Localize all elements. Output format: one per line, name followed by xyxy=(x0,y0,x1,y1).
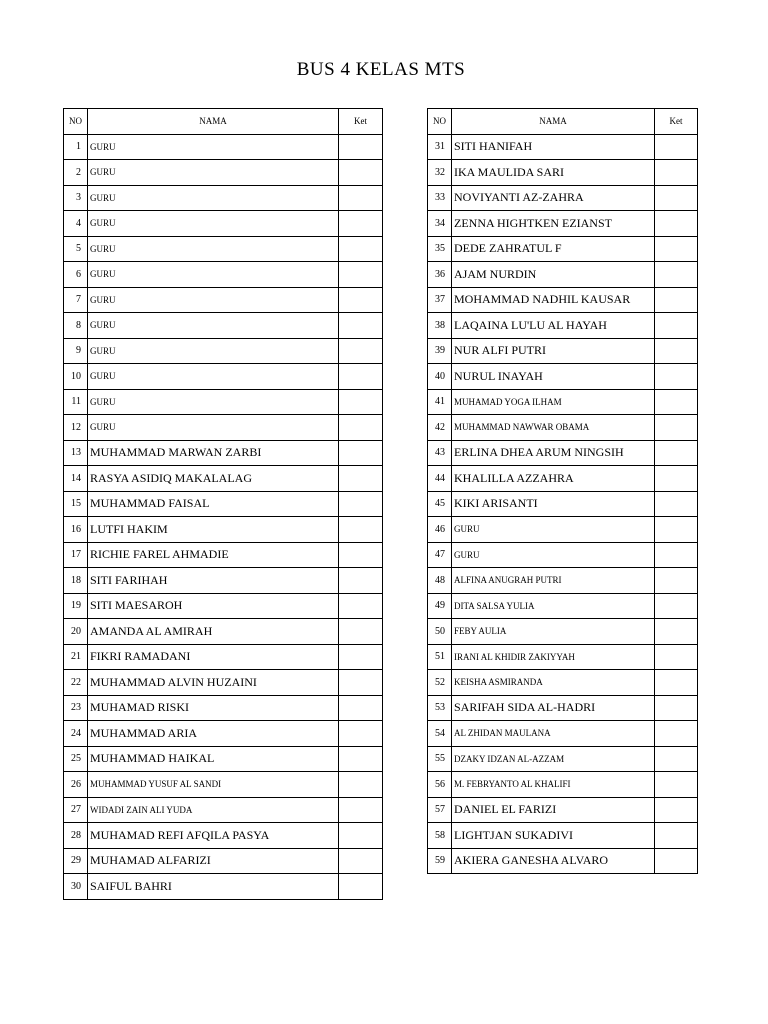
table-row xyxy=(64,568,383,594)
row-number: 37 xyxy=(428,287,452,313)
row-ket xyxy=(339,670,383,696)
row-number: 26 xyxy=(64,772,88,798)
row-number: 13 xyxy=(64,440,88,466)
table-row xyxy=(428,823,698,849)
row-number: 30 xyxy=(64,874,88,900)
row-number: 52 xyxy=(428,670,452,696)
table-row xyxy=(64,721,383,747)
row-ket xyxy=(339,440,383,466)
header-no: NO xyxy=(428,109,452,135)
row-ket xyxy=(655,542,698,568)
table-body-left xyxy=(64,134,383,899)
row-name: NURUL INAYAH xyxy=(452,364,655,390)
table-row xyxy=(428,644,698,670)
row-name: DITA SALSA YULIA xyxy=(452,593,655,619)
row-ket xyxy=(339,695,383,721)
row-name: MUHAMAD RISKI xyxy=(88,695,339,721)
row-ket xyxy=(339,797,383,823)
table-row xyxy=(428,134,698,160)
row-ket xyxy=(655,160,698,186)
row-ket xyxy=(655,134,698,160)
row-name: LIGHTJAN SUKADIVI xyxy=(452,823,655,849)
table-row xyxy=(64,466,383,492)
row-name: GURU xyxy=(88,287,339,313)
row-ket xyxy=(339,721,383,747)
row-ket xyxy=(655,772,698,798)
table-row xyxy=(428,160,698,186)
row-number: 16 xyxy=(64,517,88,543)
table-row xyxy=(64,746,383,772)
table-row xyxy=(428,185,698,211)
row-number: 2 xyxy=(64,160,88,186)
row-name: AL ZHIDAN MAULANA xyxy=(452,721,655,747)
table-row xyxy=(64,364,383,390)
row-number: 29 xyxy=(64,848,88,874)
row-number: 17 xyxy=(64,542,88,568)
row-name: ZENNA HIGHTKEN EZIANST xyxy=(452,211,655,237)
row-number: 35 xyxy=(428,236,452,262)
row-name: AKIERA GANESHA ALVARO xyxy=(452,848,655,874)
table-row xyxy=(64,236,383,262)
table-row xyxy=(428,262,698,288)
row-name: DANIEL EL FARIZI xyxy=(452,797,655,823)
row-ket xyxy=(655,287,698,313)
row-number: 53 xyxy=(428,695,452,721)
row-name: AJAM NURDIN xyxy=(452,262,655,288)
row-number: 18 xyxy=(64,568,88,594)
table-row xyxy=(428,619,698,645)
row-ket xyxy=(339,236,383,262)
row-number: 12 xyxy=(64,415,88,441)
row-number: 3 xyxy=(64,185,88,211)
row-name: ALFINA ANUGRAH PUTRI xyxy=(452,568,655,594)
row-name: KEISHA ASMIRANDA xyxy=(452,670,655,696)
row-number: 42 xyxy=(428,415,452,441)
table-row xyxy=(428,440,698,466)
table-row xyxy=(64,338,383,364)
row-name: IKA MAULIDA SARI xyxy=(452,160,655,186)
row-ket xyxy=(339,134,383,160)
row-ket xyxy=(655,236,698,262)
row-number: 46 xyxy=(428,517,452,543)
row-number: 38 xyxy=(428,313,452,339)
row-name: RASYA ASIDIQ MAKALALAG xyxy=(88,466,339,492)
table-row xyxy=(428,491,698,517)
row-name: NUR ALFI PUTRI xyxy=(452,338,655,364)
table-row xyxy=(64,517,383,543)
row-name: MUHAMMAD NAWWAR OBAMA xyxy=(452,415,655,441)
passenger-table-left xyxy=(63,108,383,900)
row-name: GURU xyxy=(88,389,339,415)
row-name: GURU xyxy=(88,338,339,364)
row-ket xyxy=(339,466,383,492)
row-ket xyxy=(339,415,383,441)
row-ket xyxy=(339,874,383,900)
header-nama: NAMA xyxy=(452,109,655,135)
row-number: 40 xyxy=(428,364,452,390)
row-ket xyxy=(655,568,698,594)
row-ket xyxy=(655,823,698,849)
table-row xyxy=(64,160,383,186)
table-row xyxy=(64,185,383,211)
row-number: 10 xyxy=(64,364,88,390)
row-name: MUHAMAD YOGA ILHAM xyxy=(452,389,655,415)
row-number: 5 xyxy=(64,236,88,262)
row-number: 6 xyxy=(64,262,88,288)
row-name: KIKI ARISANTI xyxy=(452,491,655,517)
row-ket xyxy=(655,211,698,237)
row-name: GURU xyxy=(88,211,339,237)
row-name: DZAKY IDZAN AL-AZZAM xyxy=(452,746,655,772)
row-ket xyxy=(655,262,698,288)
row-ket xyxy=(655,313,698,339)
table-row xyxy=(428,848,698,874)
table-row xyxy=(428,211,698,237)
table-row xyxy=(64,874,383,900)
table-row xyxy=(64,848,383,874)
table-row xyxy=(64,542,383,568)
header-ket: Ket xyxy=(339,109,383,135)
row-ket xyxy=(339,644,383,670)
row-name: MUHAMMAD YUSUF AL SANDI xyxy=(88,772,339,798)
row-number: 48 xyxy=(428,568,452,594)
table-row xyxy=(428,415,698,441)
row-ket xyxy=(655,619,698,645)
table-row xyxy=(428,721,698,747)
row-ket xyxy=(655,389,698,415)
row-ket xyxy=(339,338,383,364)
row-number: 25 xyxy=(64,746,88,772)
row-ket xyxy=(655,185,698,211)
row-ket xyxy=(339,619,383,645)
row-name: M. FEBRYANTO AL KHALIFI xyxy=(452,772,655,798)
table-row xyxy=(64,823,383,849)
row-number: 22 xyxy=(64,670,88,696)
row-ket xyxy=(655,491,698,517)
row-ket xyxy=(339,287,383,313)
row-name: FIKRI RAMADANI xyxy=(88,644,339,670)
table-row xyxy=(428,236,698,262)
row-ket xyxy=(655,848,698,874)
row-name: WIDADI ZAIN ALI YUDA xyxy=(88,797,339,823)
row-ket xyxy=(655,338,698,364)
table-row xyxy=(428,517,698,543)
row-ket xyxy=(339,542,383,568)
row-ket xyxy=(339,848,383,874)
row-ket xyxy=(655,517,698,543)
row-ket xyxy=(655,746,698,772)
row-number: 56 xyxy=(428,772,452,798)
table-row xyxy=(428,389,698,415)
table-row xyxy=(428,338,698,364)
row-ket xyxy=(339,185,383,211)
table-row xyxy=(428,466,698,492)
row-ket xyxy=(339,389,383,415)
row-name: GURU xyxy=(88,160,339,186)
table-row xyxy=(428,287,698,313)
row-name: SITI HANIFAH xyxy=(452,134,655,160)
table-row xyxy=(64,389,383,415)
table-row xyxy=(64,440,383,466)
row-number: 11 xyxy=(64,389,88,415)
row-ket xyxy=(339,772,383,798)
row-number: 4 xyxy=(64,211,88,237)
table-header-row xyxy=(64,109,383,135)
table-row xyxy=(64,287,383,313)
row-name: GURU xyxy=(88,313,339,339)
table-header-row xyxy=(428,109,698,135)
table-row xyxy=(428,364,698,390)
row-ket xyxy=(339,517,383,543)
row-number: 58 xyxy=(428,823,452,849)
row-name: GURU xyxy=(452,517,655,543)
table-row xyxy=(428,313,698,339)
table-body-right xyxy=(428,134,698,874)
row-number: 50 xyxy=(428,619,452,645)
table-row xyxy=(428,746,698,772)
row-name: MOHAMMAD NADHIL KAUSAR xyxy=(452,287,655,313)
row-name: MUHAMMAD ARIA xyxy=(88,721,339,747)
table-row xyxy=(428,695,698,721)
row-number: 33 xyxy=(428,185,452,211)
row-number: 21 xyxy=(64,644,88,670)
row-number: 49 xyxy=(428,593,452,619)
row-name: MUHAMMAD MARWAN ZARBI xyxy=(88,440,339,466)
table-row xyxy=(64,772,383,798)
row-ket xyxy=(339,568,383,594)
row-number: 20 xyxy=(64,619,88,645)
row-number: 47 xyxy=(428,542,452,568)
row-number: 51 xyxy=(428,644,452,670)
table-row xyxy=(428,542,698,568)
row-ket xyxy=(655,695,698,721)
row-name: GURU xyxy=(88,415,339,441)
row-ket xyxy=(339,593,383,619)
row-name: FEBY AULIA xyxy=(452,619,655,645)
row-number: 8 xyxy=(64,313,88,339)
table-row xyxy=(428,593,698,619)
row-ket xyxy=(339,364,383,390)
row-name: LUTFI HAKIM xyxy=(88,517,339,543)
table-row xyxy=(64,211,383,237)
row-name: AMANDA AL AMIRAH xyxy=(88,619,339,645)
table-row xyxy=(64,619,383,645)
row-number: 31 xyxy=(428,134,452,160)
row-name: MUHAMMAD HAIKAL xyxy=(88,746,339,772)
row-name: GURU xyxy=(88,262,339,288)
row-ket xyxy=(655,466,698,492)
row-ket xyxy=(655,364,698,390)
row-ket xyxy=(655,670,698,696)
table-row xyxy=(64,644,383,670)
row-number: 54 xyxy=(428,721,452,747)
table-row xyxy=(428,797,698,823)
table-row xyxy=(64,695,383,721)
row-number: 44 xyxy=(428,466,452,492)
row-name: GURU xyxy=(88,185,339,211)
table-row xyxy=(64,797,383,823)
row-number: 59 xyxy=(428,848,452,874)
row-ket xyxy=(339,823,383,849)
row-ket xyxy=(655,440,698,466)
row-name: SITI FARIHAH xyxy=(88,568,339,594)
row-name: KHALILLA AZZAHRA xyxy=(452,466,655,492)
header-no: NO xyxy=(64,109,88,135)
row-ket xyxy=(655,415,698,441)
row-name: GURU xyxy=(88,236,339,262)
passenger-table-right xyxy=(427,108,698,874)
row-ket xyxy=(339,262,383,288)
row-number: 43 xyxy=(428,440,452,466)
row-name: MUHAMAD REFI AFQILA PASYA xyxy=(88,823,339,849)
header-ket: Ket xyxy=(655,109,698,135)
table-row xyxy=(64,262,383,288)
table-row xyxy=(64,415,383,441)
row-number: 27 xyxy=(64,797,88,823)
header-nama: NAMA xyxy=(88,109,339,135)
row-ket xyxy=(655,797,698,823)
row-name: DEDE ZAHRATUL F xyxy=(452,236,655,262)
row-ket xyxy=(339,746,383,772)
row-number: 39 xyxy=(428,338,452,364)
table-row xyxy=(428,772,698,798)
row-number: 19 xyxy=(64,593,88,619)
page-title: BUS 4 KELAS MTS xyxy=(296,59,466,80)
row-number: 36 xyxy=(428,262,452,288)
row-ket xyxy=(655,721,698,747)
row-number: 45 xyxy=(428,491,452,517)
table-row xyxy=(64,670,383,696)
row-name: MUHAMMAD ALVIN HUZAINI xyxy=(88,670,339,696)
row-name: SAIFUL BAHRI xyxy=(88,874,339,900)
row-number: 55 xyxy=(428,746,452,772)
row-number: 24 xyxy=(64,721,88,747)
table-row xyxy=(428,670,698,696)
row-name: RICHIE FAREL AHMADIE xyxy=(88,542,339,568)
row-name: ERLINA DHEA ARUM NINGSIH xyxy=(452,440,655,466)
table-row xyxy=(428,568,698,594)
table-row xyxy=(64,593,383,619)
row-ket xyxy=(655,593,698,619)
row-number: 15 xyxy=(64,491,88,517)
row-ket xyxy=(339,491,383,517)
row-name: SARIFAH SIDA AL-HADRI xyxy=(452,695,655,721)
row-number: 32 xyxy=(428,160,452,186)
row-name: MUHAMMAD FAISAL xyxy=(88,491,339,517)
row-name: IRANI AL KHIDIR ZAKIYYAH xyxy=(452,644,655,670)
row-number: 14 xyxy=(64,466,88,492)
row-number: 23 xyxy=(64,695,88,721)
row-number: 34 xyxy=(428,211,452,237)
row-ket xyxy=(339,313,383,339)
row-name: GURU xyxy=(452,542,655,568)
row-name: GURU xyxy=(88,364,339,390)
row-number: 1 xyxy=(64,134,88,160)
row-name: NOVIYANTI AZ-ZAHRA xyxy=(452,185,655,211)
row-name: GURU xyxy=(88,134,339,160)
row-ket xyxy=(655,644,698,670)
row-ket xyxy=(339,160,383,186)
row-name: SITI MAESAROH xyxy=(88,593,339,619)
table-row xyxy=(64,491,383,517)
row-number: 41 xyxy=(428,389,452,415)
row-number: 28 xyxy=(64,823,88,849)
row-name: LAQAINA LU'LU AL HAYAH xyxy=(452,313,655,339)
row-name: MUHAMAD ALFARIZI xyxy=(88,848,339,874)
row-number: 57 xyxy=(428,797,452,823)
row-ket xyxy=(339,211,383,237)
row-number: 9 xyxy=(64,338,88,364)
table-row xyxy=(64,134,383,160)
row-number: 7 xyxy=(64,287,88,313)
table-row xyxy=(64,313,383,339)
